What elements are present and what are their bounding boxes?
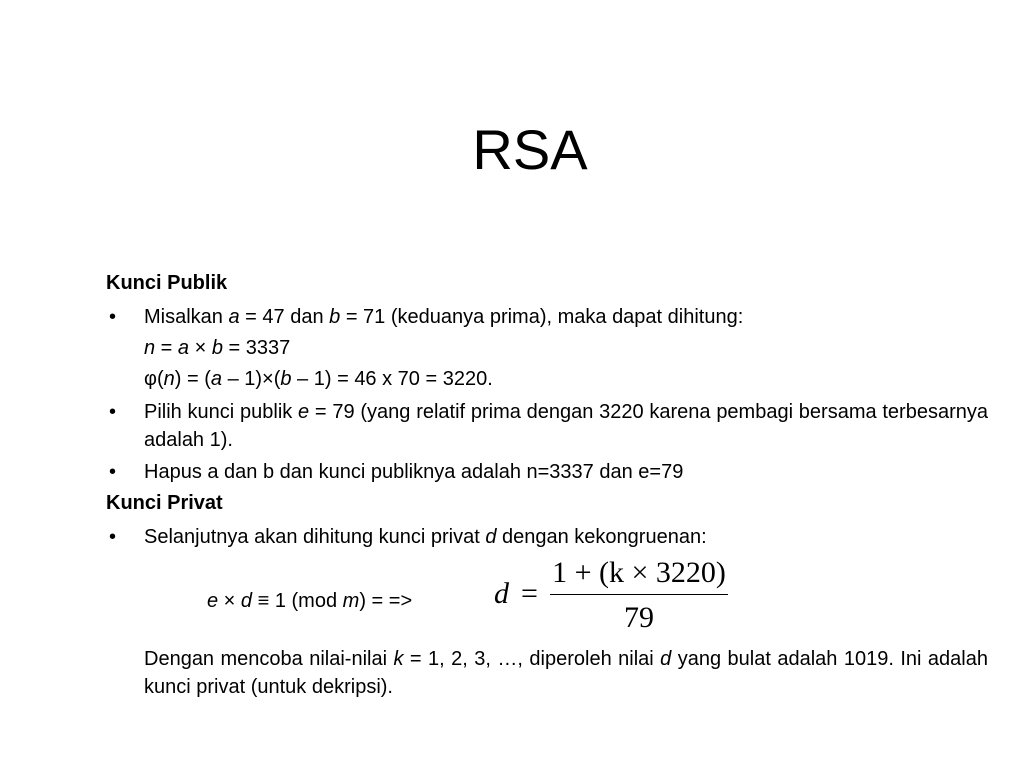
fraction-equals: = (521, 577, 538, 610)
congruence-equation: e × d ≡ 1 (mod m) = => (207, 590, 413, 612)
bullet-item: • Pilih kunci publik e = 79 (yang relatif prima dengan 3220 karena pembagi bersama terbesarnya adalah 1). (106, 398, 988, 454)
bullet-icon: • (109, 526, 117, 548)
fraction (550, 553, 728, 638)
bullet-item: • Hapus a dan b dan kunci publiknya adalah n=3337 dan e=79 (106, 457, 988, 488)
slide-title: RSA (472, 118, 588, 181)
fraction-numerator: 1 + (k × 3220) (550, 553, 728, 595)
slide-body (106, 268, 988, 701)
bullet-item: • Selanjutnya akan dihitung kunci privat d dengan kekongruenan: (106, 522, 988, 553)
bullet-icon: • (109, 401, 117, 423)
fraction-lhs: d (494, 577, 509, 610)
private-key-heading: Kunci Privat (106, 492, 223, 514)
conclusion-text: Dengan mencoba nilai-nilai k = 1, 2, 3, …, diperoleh nilai d yang bulat adalah 1019. Ini adalah kunci privat (untuk dekripsi). (144, 648, 988, 698)
bullet-icon: • (109, 306, 117, 328)
bullet-item: • Misalkan a = 47 dan b = 71 (keduanya prima), maka dapat dihitung: (106, 302, 988, 333)
phi-formula: φ(n) = (a – 1)×(b – 1) = 46 x 70 = 3220. (144, 368, 493, 390)
n-formula: n = a × b = 3337 (144, 337, 291, 359)
private-key-formula (106, 553, 988, 639)
public-key-heading: Kunci Publik (106, 272, 228, 294)
fraction-denominator: 79 (624, 601, 654, 634)
bullet-icon: • (109, 461, 117, 483)
